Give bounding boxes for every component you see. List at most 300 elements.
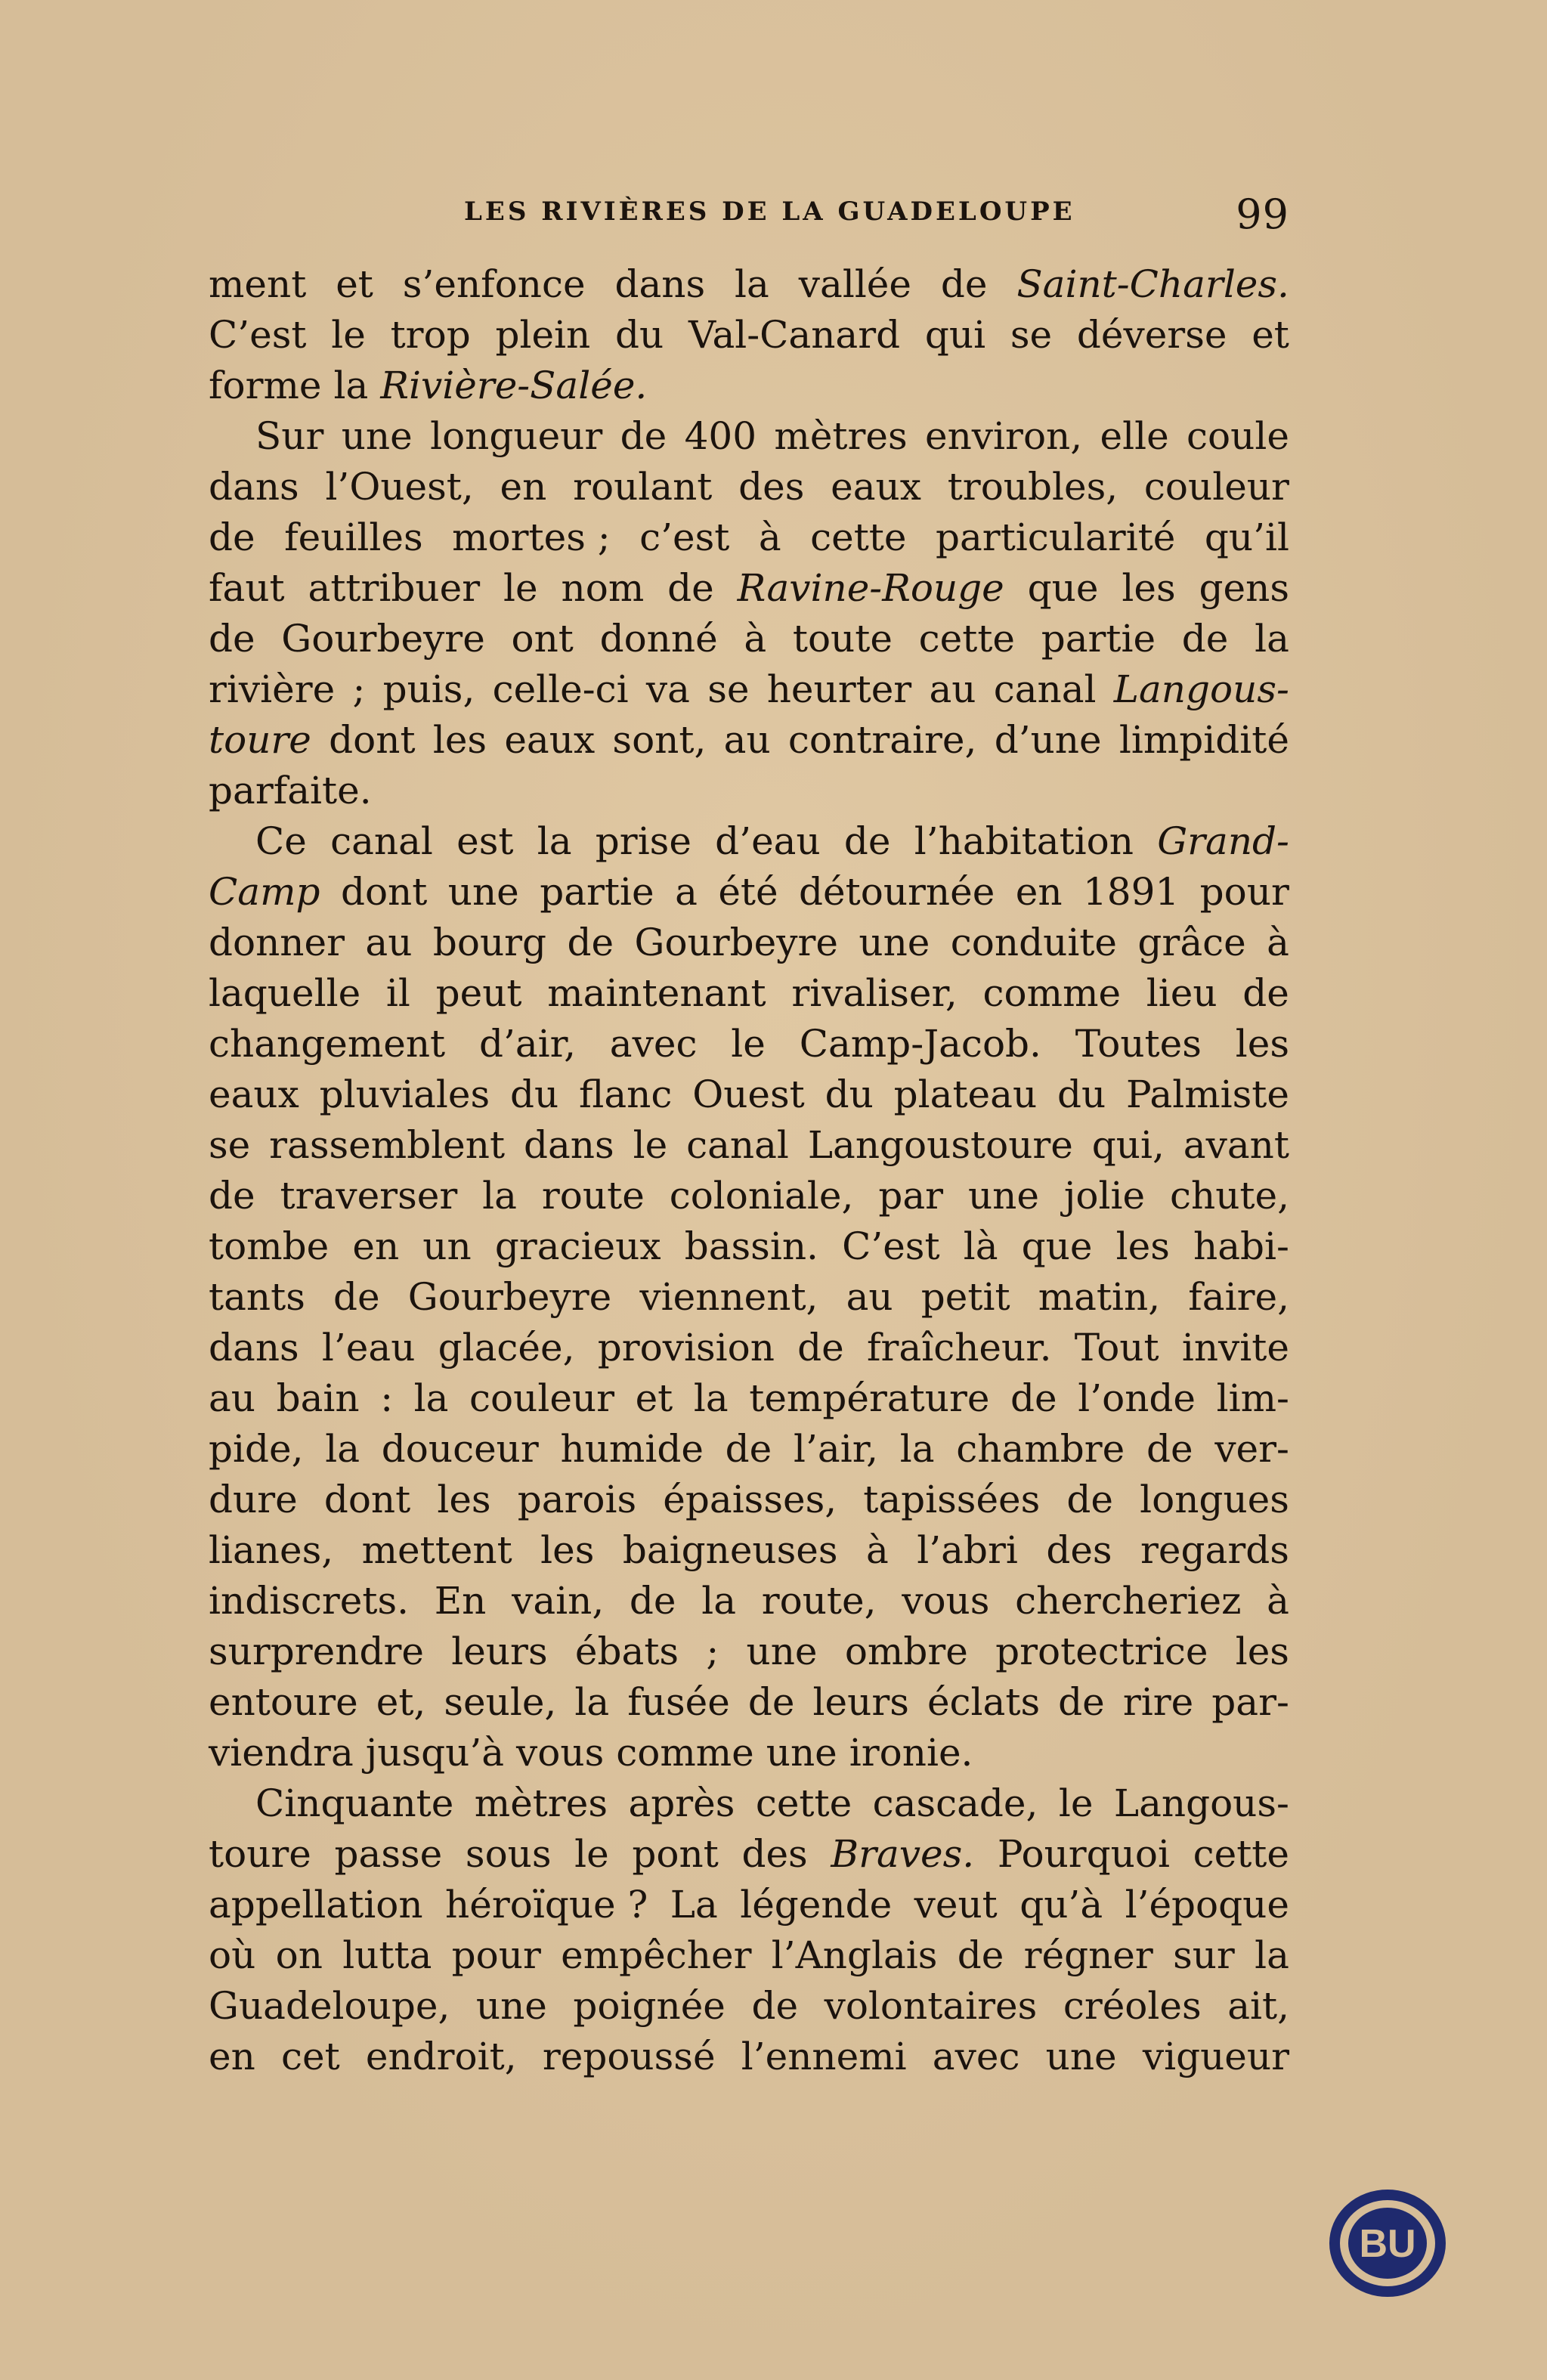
- word: indiscrets.: [209, 1579, 409, 1623]
- word: au: [365, 921, 413, 964]
- text-line: [209, 1475, 1289, 1525]
- word: créoles: [1063, 1984, 1202, 2028]
- word: la: [413, 1376, 449, 1420]
- word: mètres: [774, 414, 908, 458]
- word: parfaite.: [209, 769, 372, 812]
- text-line: [209, 614, 1289, 664]
- word: à: [1267, 1579, 1289, 1623]
- word: La: [670, 1883, 718, 1927]
- text-line: [209, 1880, 1289, 1930]
- word: au: [929, 667, 976, 711]
- word: héroïque ?: [445, 1883, 648, 1927]
- word: Palmiste: [1126, 1072, 1289, 1116]
- text-line: [209, 867, 1289, 918]
- word: dont: [323, 1478, 411, 1521]
- bu-library-stamp: [1327, 2187, 1448, 2300]
- word: de: [209, 515, 255, 559]
- word: mettent: [361, 1528, 512, 1572]
- word: la: [1255, 1933, 1289, 1977]
- word: cette: [755, 1781, 852, 1825]
- word: c’est: [639, 515, 730, 559]
- text-line: [209, 1829, 1289, 1880]
- word: ont: [511, 617, 574, 661]
- word: environ,: [925, 414, 1083, 458]
- text-line: [209, 1981, 1289, 2032]
- word: empêcher: [561, 1933, 752, 1977]
- word: C’est: [209, 313, 307, 357]
- word: partie: [1041, 617, 1156, 661]
- word: une: [766, 1731, 837, 1775]
- word: dans: [209, 1326, 299, 1370]
- text-line: [209, 310, 1289, 361]
- text-line: [209, 1019, 1289, 1069]
- word: repoussé: [542, 2035, 716, 2078]
- word: jolie: [1063, 1174, 1146, 1218]
- word: un: [422, 1224, 472, 1268]
- word: de: [1010, 1376, 1057, 1420]
- word: régner: [1023, 1933, 1153, 1977]
- word: de: [209, 617, 255, 661]
- word: gens: [1199, 566, 1289, 610]
- word: dont: [340, 870, 428, 914]
- word: de: [1242, 971, 1289, 1015]
- word: rivière: [209, 667, 336, 711]
- word: une: [967, 1174, 1039, 1218]
- word: une: [1045, 2035, 1117, 2078]
- word: l’ennemi: [741, 2035, 907, 2078]
- word: Saint-Charles.: [1016, 262, 1289, 306]
- word: limpidité: [1118, 718, 1289, 762]
- word: qui,: [1091, 1123, 1165, 1167]
- word: mortes ;: [452, 515, 611, 559]
- word: que: [1021, 1224, 1093, 1268]
- word: entoure: [209, 1680, 358, 1724]
- word: des: [1046, 1528, 1112, 1572]
- word: contraire,: [787, 718, 977, 762]
- word: dans: [614, 262, 706, 306]
- word: grâce: [1137, 921, 1246, 964]
- word: petit: [920, 1275, 1010, 1319]
- word: de: [843, 819, 891, 863]
- word: le: [633, 1123, 668, 1167]
- word: en: [209, 2035, 255, 2078]
- text-line: [209, 1323, 1289, 1373]
- word: C’est: [842, 1224, 940, 1268]
- word: baigneuses: [622, 1528, 838, 1572]
- word: avant: [1183, 1123, 1289, 1167]
- text-line: [209, 1677, 1289, 1728]
- word: lim-: [1216, 1376, 1289, 1420]
- word: de: [797, 1326, 844, 1370]
- word: viennent,: [639, 1275, 818, 1319]
- word: de: [620, 414, 667, 458]
- text-line: [209, 1576, 1289, 1626]
- word: le: [731, 1022, 766, 1066]
- word: longues: [1140, 1478, 1289, 1521]
- word: à: [744, 617, 767, 661]
- word: vain,: [512, 1579, 605, 1623]
- word: l’eau: [321, 1326, 416, 1370]
- word: Ouest: [692, 1072, 805, 1116]
- word: chute,: [1169, 1174, 1289, 1218]
- word: dans: [523, 1123, 614, 1167]
- word: à: [866, 1528, 889, 1572]
- word: invite: [1181, 1326, 1289, 1370]
- word: En: [434, 1579, 487, 1623]
- word: la: [899, 1427, 935, 1471]
- word: mètres: [474, 1781, 608, 1825]
- word: lianes,: [209, 1528, 334, 1572]
- word: Gourbeyre: [281, 617, 485, 661]
- word: :: [380, 1376, 394, 1420]
- word: éclats: [927, 1680, 1041, 1724]
- text-line: [209, 512, 1289, 563]
- text-line: [209, 1424, 1289, 1475]
- word: de: [333, 1275, 380, 1319]
- word: de: [751, 1984, 799, 2028]
- word: ver-: [1214, 1427, 1289, 1471]
- word: Val-Canard: [688, 313, 901, 357]
- word: la: [574, 1680, 610, 1724]
- word: ironie.: [849, 1731, 973, 1775]
- word: de: [957, 1933, 1004, 1977]
- word: une: [746, 1629, 818, 1673]
- word: Langoustoure: [807, 1123, 1073, 1167]
- word: rire: [1122, 1680, 1194, 1724]
- word: en: [1015, 870, 1063, 914]
- word: la: [701, 1579, 737, 1623]
- word: de: [1146, 1427, 1193, 1471]
- word: traverser: [280, 1174, 458, 1218]
- word: leurs: [812, 1680, 909, 1724]
- word: viendra: [209, 1731, 354, 1775]
- word: donné: [599, 617, 718, 661]
- word: bassin.: [684, 1224, 818, 1268]
- word: les: [432, 718, 487, 762]
- word: parois: [517, 1478, 637, 1521]
- word: Langous-: [1113, 667, 1289, 711]
- word: plein: [495, 313, 591, 357]
- text-line: [209, 715, 1289, 766]
- word: de: [1058, 1680, 1105, 1724]
- word: Gourbeyre: [407, 1275, 612, 1319]
- word: de: [209, 1174, 255, 1218]
- word: par: [878, 1174, 944, 1218]
- word: Camp-Jacob.: [799, 1022, 1041, 1066]
- word: a: [675, 870, 698, 914]
- word: la: [537, 819, 572, 863]
- text-line: [209, 259, 1289, 310]
- word: habi-: [1193, 1224, 1289, 1268]
- word: Cinquante: [255, 1781, 454, 1825]
- word: dure: [209, 1478, 298, 1521]
- word: à: [1267, 921, 1289, 964]
- word: faut: [209, 566, 285, 610]
- word: comme: [616, 1731, 754, 1775]
- word: bourg: [432, 921, 547, 964]
- word: matin,: [1038, 1275, 1161, 1319]
- text-line: [209, 1120, 1289, 1171]
- word: chercheriez: [1015, 1579, 1242, 1623]
- word: que: [1027, 566, 1099, 610]
- word: sous: [465, 1832, 552, 1876]
- word: d’une: [994, 718, 1102, 762]
- word: Pourquoi: [997, 1832, 1170, 1876]
- word: attribuer: [308, 566, 481, 610]
- word: d’air,: [478, 1022, 576, 1066]
- word: la: [325, 1427, 360, 1471]
- word: au: [209, 1376, 256, 1420]
- word: bain: [276, 1376, 360, 1420]
- word: roulant: [573, 465, 713, 509]
- word: Langous-: [1113, 1781, 1289, 1825]
- word: détournée: [799, 870, 995, 914]
- word: au: [846, 1275, 893, 1319]
- text-line: [209, 1525, 1289, 1576]
- word: de: [725, 1427, 772, 1471]
- word: partie: [540, 870, 654, 914]
- word: s’enfonce: [402, 262, 586, 306]
- word: humide: [560, 1427, 704, 1471]
- word: qu’à: [1019, 1883, 1103, 1927]
- word: donner: [209, 921, 345, 964]
- word: Ravine-Rouge: [737, 566, 1004, 610]
- word: douceur: [381, 1427, 539, 1471]
- word: de: [1066, 1478, 1114, 1521]
- word: le: [1058, 1781, 1094, 1825]
- word: à: [758, 515, 781, 559]
- word: eaux: [831, 465, 921, 509]
- word: épaisses,: [663, 1478, 837, 1521]
- word: de: [667, 566, 714, 610]
- word: se: [707, 667, 750, 711]
- word: une: [341, 414, 413, 458]
- word: longueur: [430, 414, 603, 458]
- word: d’eau: [715, 819, 821, 863]
- word: et,: [376, 1680, 426, 1724]
- word: dans: [209, 465, 299, 509]
- word: de: [747, 1680, 795, 1724]
- word: elle: [1100, 414, 1169, 458]
- word: troubles,: [947, 465, 1118, 509]
- word: du: [509, 1072, 559, 1116]
- bu-logo-icon: [1327, 2187, 1448, 2300]
- word: l’Anglais: [771, 1933, 938, 1977]
- word: ébats: [574, 1629, 679, 1673]
- word: les: [1115, 1224, 1170, 1268]
- word: Camp: [209, 870, 320, 914]
- word: les: [1235, 1022, 1289, 1066]
- word: route: [541, 1174, 645, 1218]
- word: cette: [918, 617, 1016, 661]
- text-line: [209, 1221, 1289, 1272]
- word: Tout: [1074, 1326, 1159, 1370]
- word: les: [437, 1478, 491, 1521]
- word: une: [475, 1984, 547, 2028]
- word: conduite: [950, 921, 1117, 964]
- word: pide,: [209, 1427, 304, 1471]
- word: Rivière-Salée.: [380, 364, 648, 407]
- running-title: LES RIVIÈRES DE LA GUADELOUPE: [464, 197, 1075, 227]
- word: endroit,: [365, 2035, 517, 2078]
- text-line: [209, 1069, 1289, 1120]
- word: la: [482, 1174, 517, 1218]
- word: tapissées: [863, 1478, 1041, 1521]
- word: qu’il: [1204, 515, 1289, 559]
- word: où: [209, 1933, 256, 1977]
- word: coule: [1187, 414, 1289, 458]
- text-line: [209, 2032, 1289, 2082]
- word: laquelle: [209, 971, 361, 1015]
- text-line: [209, 361, 1289, 411]
- word: Gourbeyre: [634, 921, 838, 964]
- text-line: [209, 968, 1289, 1019]
- word: température: [749, 1376, 990, 1420]
- word: toure: [209, 1832, 311, 1876]
- word: lieu: [1146, 971, 1217, 1015]
- text-line: [209, 918, 1289, 968]
- word: leurs: [451, 1629, 548, 1673]
- word: jusqu’à: [365, 1731, 505, 1775]
- word: rivaliser,: [791, 971, 958, 1015]
- word: du: [825, 1072, 874, 1116]
- word: provision: [597, 1326, 775, 1370]
- word: des: [738, 465, 805, 509]
- word: légende: [740, 1883, 893, 1927]
- word: particularité: [935, 515, 1176, 559]
- word: avec: [609, 1022, 698, 1066]
- word: l’habitation: [914, 819, 1134, 863]
- word: du: [614, 313, 664, 357]
- word: celle-ci: [492, 667, 629, 711]
- word: pour: [451, 1933, 541, 1977]
- word: après: [628, 1781, 735, 1825]
- word: cascade,: [872, 1781, 1038, 1825]
- word: une: [447, 870, 519, 914]
- word: les: [540, 1528, 595, 1572]
- word: et: [336, 262, 373, 306]
- word: l’époque: [1125, 1883, 1289, 1927]
- text-line: [209, 411, 1289, 462]
- word: canal: [686, 1123, 789, 1167]
- word: Sur: [255, 414, 324, 458]
- word: cet: [280, 2035, 340, 2078]
- word: et: [1252, 313, 1289, 357]
- word: surprendre: [209, 1629, 424, 1673]
- word: l’abri: [917, 1528, 1018, 1572]
- word: pluviales: [319, 1072, 490, 1116]
- word: 400: [684, 414, 757, 458]
- text-line: [209, 1272, 1289, 1323]
- word: maintenant: [547, 971, 766, 1015]
- text-line: [209, 766, 1289, 816]
- word: glacée,: [438, 1326, 575, 1370]
- word: canal: [993, 667, 1097, 711]
- word: gracieux: [494, 1224, 661, 1268]
- text-line: [209, 816, 1289, 867]
- word: qui: [924, 313, 986, 357]
- word: seule,: [444, 1680, 557, 1724]
- word: cette: [810, 515, 907, 559]
- word: protectrice: [995, 1629, 1208, 1673]
- word: canal: [330, 819, 433, 863]
- text-line: [209, 563, 1289, 614]
- text-line: [209, 462, 1289, 512]
- word: la: [333, 364, 369, 407]
- word: tombe: [209, 1224, 330, 1268]
- word: cette: [1193, 1832, 1289, 1876]
- word: flanc: [579, 1072, 673, 1116]
- word: des: [741, 1832, 808, 1876]
- word: ment: [209, 262, 307, 306]
- text-line: [209, 1728, 1289, 1778]
- word: il: [385, 971, 410, 1015]
- text-line: [209, 1778, 1289, 1829]
- word: eaux: [504, 718, 596, 762]
- word: déverse: [1076, 313, 1227, 357]
- text-line: [209, 664, 1289, 715]
- word: sur: [1173, 1933, 1235, 1977]
- word: toure: [209, 718, 311, 762]
- word: là: [963, 1224, 998, 1268]
- word: une: [859, 921, 930, 964]
- word: coloniale,: [669, 1174, 854, 1218]
- word: va: [645, 667, 690, 711]
- word: les: [1235, 1629, 1289, 1673]
- word: passe: [334, 1832, 443, 1876]
- word: en: [500, 465, 547, 509]
- word: Toutes: [1075, 1022, 1202, 1066]
- word: par-: [1211, 1680, 1289, 1724]
- word: volontaires: [824, 1984, 1038, 2028]
- word: eaux: [209, 1072, 299, 1116]
- word: la: [1255, 617, 1289, 661]
- word: le: [331, 313, 366, 357]
- word: comme: [982, 971, 1122, 1015]
- word: fusée: [627, 1680, 730, 1724]
- word: se: [1010, 313, 1053, 357]
- word: Ce: [255, 819, 307, 863]
- word: peut: [435, 971, 522, 1015]
- word: puis,: [382, 667, 475, 711]
- word: de: [1181, 617, 1229, 661]
- word: fraîcheur.: [867, 1326, 1052, 1370]
- word: Braves.: [831, 1832, 975, 1876]
- word: vallée: [798, 262, 911, 306]
- word: du: [1057, 1072, 1106, 1116]
- word: feuilles: [284, 515, 423, 559]
- word: veut: [914, 1883, 998, 1927]
- word: au: [723, 718, 771, 762]
- word: on: [275, 1933, 323, 1977]
- text-line: [209, 1626, 1289, 1677]
- word: plateau: [893, 1072, 1038, 1116]
- word: les: [1122, 566, 1176, 610]
- word: 1891: [1082, 870, 1180, 914]
- word: la: [693, 1376, 729, 1420]
- word: toute: [792, 617, 893, 661]
- word: le: [574, 1832, 609, 1876]
- word: couleur: [1143, 465, 1289, 509]
- word: pour: [1199, 870, 1289, 914]
- word: forme: [209, 364, 322, 407]
- word: route,: [761, 1579, 877, 1623]
- word: ombre: [844, 1629, 968, 1673]
- word: couleur: [469, 1376, 615, 1420]
- word: Guadeloupe,: [209, 1984, 450, 2028]
- word: l’Ouest,: [325, 465, 474, 509]
- word: poignée: [573, 1984, 726, 2028]
